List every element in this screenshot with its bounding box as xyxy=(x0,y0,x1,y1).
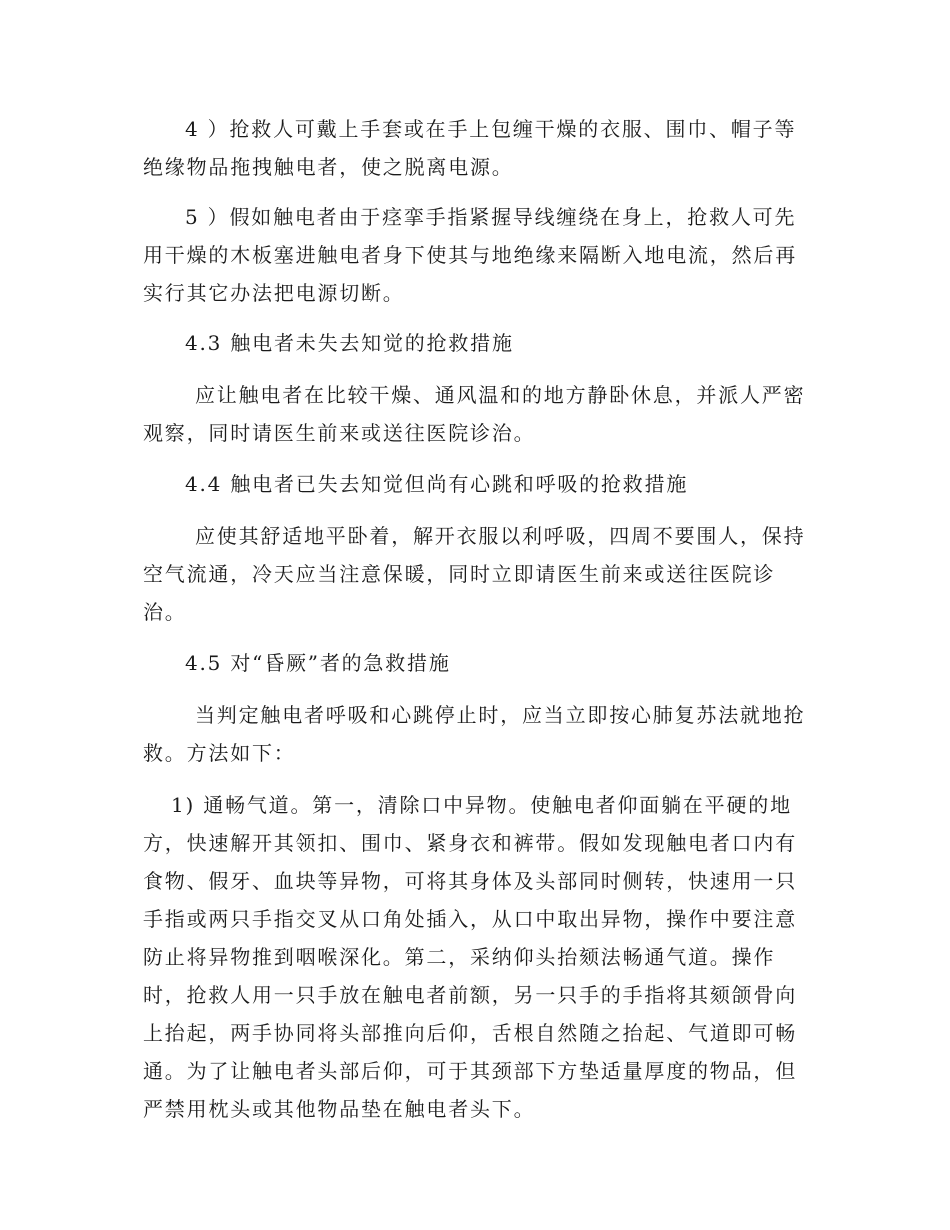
heading-text: 4.3 触电者未失去知觉的抢救措施 xyxy=(185,331,514,355)
text-line: 防止将异物推到咽喉深化。第二，采纳仰头抬颏法畅通气道。操作 xyxy=(143,945,776,969)
text-line: 5 ）假如触电者由于痉挛手指紧握导线缠绕在身上，抢救人可先 xyxy=(185,205,797,229)
paragraph-airway-step xyxy=(143,786,813,1128)
text-line: 观察，同时请医生前来或送往医院诊治。 xyxy=(143,421,536,445)
text-line: 严禁用枕头或其他物品垫在触电者头下。 xyxy=(143,1097,536,1121)
text-line: 绝缘物品拖拽触电者，使之脱离电源。 xyxy=(143,155,514,179)
section-heading-4-4 xyxy=(143,465,813,503)
text-line: 治。 xyxy=(143,600,187,624)
heading-text: 4.4 触电者已失去知觉但尚有心跳和呼吸的抢救措施 xyxy=(185,472,689,496)
text-line: 食物、假牙、血块等异物，可将其身体及头部同时侧转，快速用一只 xyxy=(143,869,797,893)
paragraph-conscious-care xyxy=(143,376,813,452)
text-line: 实行其它办法把电源切断。 xyxy=(143,281,405,305)
text-line: 通。为了让触电者头部后仰，可于其颈部下方垫适量厚度的物品，但 xyxy=(143,1059,797,1083)
text-line: 时，抢救人用一只手放在触电者前额，另一只手的手指将其颏颌骨向 xyxy=(143,983,797,1007)
text-line: 空气流通，冷天应当注意保暖，同时立即请医生前来或送往医院诊 xyxy=(143,562,776,586)
text-line: 4 ）抢救人可戴上手套或在手上包缠干燥的衣服、围巾、帽子等 xyxy=(185,117,797,141)
text-line: 应让触电者在比较干燥、通风温和的地方静卧休息，并派人严密 xyxy=(195,383,806,407)
text-line: 救。方法如下： xyxy=(143,741,296,765)
heading-text: 4.5 对“昏厥”者的急救措施 xyxy=(185,651,451,675)
paragraph-step-4 xyxy=(143,110,813,186)
paragraph-cpr-intro xyxy=(143,696,813,772)
text-line: 方，快速解开其领扣、围巾、紧身衣和裤带。假如发现触电者口内有 xyxy=(143,831,797,855)
text-line: 1) 通畅气道。第一，清除口中异物。使触电者仰面躺在平硬的地 xyxy=(171,793,792,817)
text-line: 上抬起，两手协同将头部推向后仰，舌根自然随之抬起、气道即可畅 xyxy=(143,1021,797,1045)
text-line: 手指或两只手指交叉从口角处插入，从口中取出异物，操作中要注意 xyxy=(143,907,797,931)
paragraph-unconscious-care xyxy=(143,517,813,631)
paragraph-step-5 xyxy=(143,198,813,312)
text-line: 用干燥的木板塞进触电者身下使其与地绝缘来隔断入地电流，然后再 xyxy=(143,243,797,267)
section-heading-4-3 xyxy=(143,324,813,362)
text-line: 当判定触电者呼吸和心跳停止时，应当立即按心肺复苏法就地抢 xyxy=(195,703,806,727)
section-heading-4-5 xyxy=(143,644,813,682)
text-line: 应使其舒适地平卧着，解开衣服以利呼吸，四周不要围人，保持 xyxy=(195,524,806,548)
